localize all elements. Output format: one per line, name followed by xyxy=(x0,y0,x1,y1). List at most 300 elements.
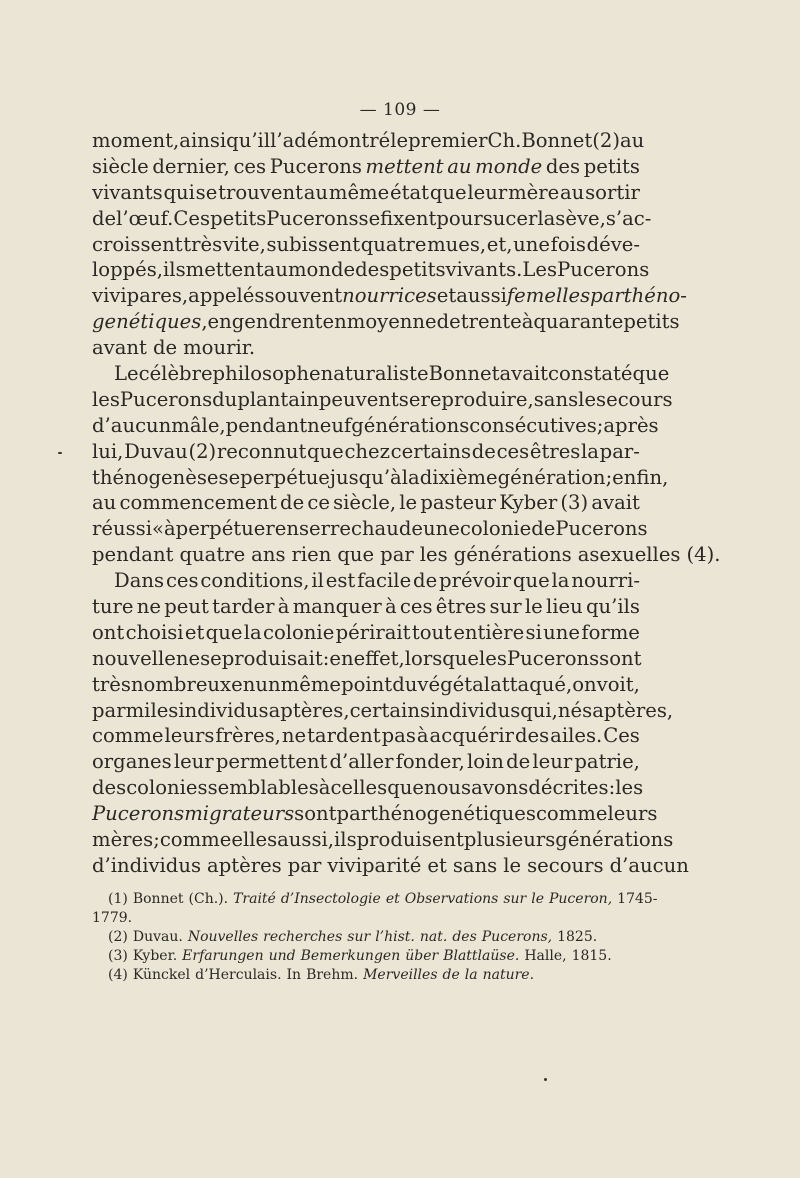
word: thénogenèse xyxy=(92,465,219,489)
word: à xyxy=(384,595,397,619)
word: au xyxy=(620,129,645,152)
word: nés xyxy=(557,698,593,722)
word: se xyxy=(218,465,241,489)
word: parmi xyxy=(92,698,151,722)
word: des xyxy=(452,929,477,945)
word: secours xyxy=(527,853,604,877)
word: mourir. xyxy=(183,336,256,360)
word: ainsi xyxy=(179,129,227,152)
word: des xyxy=(92,776,127,800)
word: aussi xyxy=(456,284,507,308)
word: il xyxy=(311,569,324,593)
word: permettent xyxy=(215,750,328,774)
word: quatre xyxy=(179,543,246,567)
word: colonie xyxy=(459,517,532,541)
word: chaude xyxy=(350,517,424,541)
word: recherches xyxy=(263,929,343,945)
word: Pucerons xyxy=(92,802,185,826)
text-line xyxy=(92,387,673,413)
word: démontré xyxy=(294,129,391,152)
print-speck xyxy=(544,1078,547,1081)
text-line xyxy=(92,283,687,309)
word: moyenne xyxy=(346,310,437,334)
print-speck xyxy=(58,452,62,454)
word: très xyxy=(92,672,131,696)
word: ; xyxy=(596,413,604,437)
word: (2) xyxy=(108,929,128,945)
word: même xyxy=(280,672,342,696)
text-line xyxy=(92,465,669,491)
word: trouvent xyxy=(218,180,303,204)
word: Blattlaüse. xyxy=(443,948,520,964)
word: engendrent xyxy=(207,310,323,334)
word: Traité xyxy=(233,891,276,907)
word: de xyxy=(471,439,496,463)
word: Pucerons xyxy=(266,206,359,230)
word: nature. xyxy=(482,967,535,983)
word: In xyxy=(286,967,302,983)
text-line xyxy=(92,594,640,620)
footnote-line xyxy=(108,947,640,966)
word: « xyxy=(151,517,164,541)
word: enfin, xyxy=(612,465,669,489)
word: générations xyxy=(453,543,572,567)
text-line xyxy=(92,749,640,775)
word: par- xyxy=(599,439,640,463)
word: entière xyxy=(453,620,525,644)
word: de xyxy=(152,336,178,360)
word: ans xyxy=(251,543,286,567)
word: perpétuer xyxy=(175,517,275,541)
word: au xyxy=(560,180,585,204)
word: une xyxy=(423,517,460,541)
word: que xyxy=(307,439,344,463)
word: est xyxy=(325,569,356,593)
word: qui xyxy=(163,180,195,204)
word: décrites xyxy=(528,776,609,800)
word: les xyxy=(150,698,179,722)
word: se xyxy=(195,180,218,204)
word: Halle, xyxy=(524,948,567,964)
word: le xyxy=(578,387,597,411)
word: qu’ils xyxy=(585,595,640,619)
word: reproduire, xyxy=(420,387,534,411)
word: monde xyxy=(287,258,356,282)
word: de xyxy=(413,569,438,593)
word: constaté xyxy=(548,362,633,386)
word: après xyxy=(603,413,659,437)
word: le xyxy=(531,891,544,907)
word: Pucerons, xyxy=(481,929,553,945)
word: elles xyxy=(231,828,278,852)
word: une xyxy=(543,620,581,644)
word: facile xyxy=(357,569,412,593)
word: migrateurs xyxy=(184,802,295,826)
word: ont xyxy=(92,620,125,644)
word: sont xyxy=(599,646,642,670)
word: certains xyxy=(349,698,430,722)
word: lui, xyxy=(92,439,124,463)
word: naturaliste xyxy=(320,362,429,386)
word: génération xyxy=(497,465,606,489)
word: s’ac- xyxy=(605,206,652,230)
word: ailes. xyxy=(550,724,603,748)
word: Künckel xyxy=(132,967,191,983)
word: mettent xyxy=(185,258,264,282)
word: mère xyxy=(508,180,560,204)
text-line xyxy=(92,516,648,542)
word: avant xyxy=(92,336,147,360)
word: état xyxy=(390,180,430,204)
word: et xyxy=(385,891,400,907)
text-line xyxy=(92,620,640,646)
word: über xyxy=(405,948,439,964)
word: Bonnet xyxy=(132,891,184,907)
word: et xyxy=(184,620,205,644)
word: mâle, xyxy=(171,413,226,437)
word: le xyxy=(399,491,418,515)
word: jusqu’à xyxy=(329,465,402,489)
word: qu’il xyxy=(226,129,271,152)
word: Pucerons xyxy=(119,387,213,411)
word: Pucerons xyxy=(269,154,362,178)
word: acquérir xyxy=(429,724,514,748)
word: und xyxy=(268,948,296,964)
word: (4). xyxy=(686,543,721,567)
text-line xyxy=(92,309,680,335)
word: périrait xyxy=(335,620,411,644)
word: vivipares, xyxy=(92,284,189,308)
word: (3) xyxy=(560,491,589,515)
word: trente xyxy=(460,310,522,334)
word: chez xyxy=(344,439,390,463)
word: nourri- xyxy=(571,569,640,593)
word: du xyxy=(212,387,238,411)
word: la xyxy=(243,620,262,644)
word: les xyxy=(615,776,644,800)
text-line xyxy=(92,542,721,568)
footnote-line xyxy=(108,890,658,909)
word: en xyxy=(329,646,354,670)
text-line xyxy=(92,490,640,516)
word: quatre xyxy=(360,232,427,256)
word: philosophe xyxy=(212,362,321,386)
word: vite, xyxy=(222,232,266,256)
word: prévoir xyxy=(439,569,512,593)
word: une xyxy=(513,232,550,256)
word: l’hist. xyxy=(375,929,415,945)
word: au xyxy=(92,491,117,515)
word: avait xyxy=(499,362,549,386)
word: on xyxy=(572,672,597,696)
word: comme xyxy=(535,802,608,826)
footnote-line xyxy=(108,928,640,947)
word: d’Herculais. xyxy=(195,967,282,983)
word: mettent xyxy=(365,154,444,178)
word: sur xyxy=(503,891,527,907)
word: commencement xyxy=(119,491,277,515)
word: la xyxy=(401,465,420,489)
word: leur xyxy=(467,180,508,204)
word: de xyxy=(280,491,305,515)
word: en xyxy=(274,517,299,541)
word: de xyxy=(531,517,556,541)
footnote-line xyxy=(108,966,640,985)
word: viviparité xyxy=(327,853,422,877)
word: générations xyxy=(555,828,674,852)
text-line xyxy=(92,801,658,827)
word: dernier, xyxy=(152,154,230,178)
text-line xyxy=(92,232,640,258)
word: sur xyxy=(489,595,522,619)
word: perpétue xyxy=(240,465,330,489)
word: fonder, xyxy=(395,750,465,774)
word: certains xyxy=(390,439,472,463)
word: Les xyxy=(522,258,558,282)
page-number: — 109 — xyxy=(359,100,441,120)
word: fixent xyxy=(380,206,437,230)
word: petits xyxy=(583,154,640,178)
word: manquer xyxy=(292,595,382,619)
word: à xyxy=(416,724,429,748)
text-line xyxy=(92,698,674,724)
word: vivants. xyxy=(445,258,523,282)
word: petits xyxy=(210,206,267,230)
word: asexuelles xyxy=(577,543,681,567)
word: monde xyxy=(475,154,543,178)
word: tarder xyxy=(212,595,275,619)
word: ne xyxy=(136,595,161,619)
word: pasteur xyxy=(420,491,497,515)
word: se xyxy=(200,646,222,670)
word: vivants xyxy=(92,180,163,204)
word: de xyxy=(92,206,117,230)
word: Merveilles xyxy=(363,967,438,983)
word: Le xyxy=(114,362,139,386)
text-line xyxy=(92,361,670,387)
word: Ch. xyxy=(487,129,522,152)
word: consécutives xyxy=(469,413,597,437)
word: l’a xyxy=(270,129,295,152)
word: les xyxy=(479,646,507,670)
word: la xyxy=(581,439,599,463)
word: (2) xyxy=(592,129,620,152)
word: d’Insectologie xyxy=(280,891,381,907)
word: Dans xyxy=(114,569,165,593)
word: d’aller xyxy=(329,750,394,774)
word: forme xyxy=(581,620,640,644)
text-line xyxy=(92,154,640,180)
text-line xyxy=(92,257,650,283)
word: moment, xyxy=(92,129,180,152)
word: effet, xyxy=(353,646,405,670)
word: appelés xyxy=(188,284,265,308)
word: mères xyxy=(92,828,154,852)
word: siècle, xyxy=(333,491,397,515)
word: Kyber. xyxy=(132,948,178,964)
word: dixième xyxy=(419,465,498,489)
word: par xyxy=(380,543,414,567)
text-line xyxy=(92,723,640,749)
word: Ces xyxy=(603,724,640,748)
word: des xyxy=(545,154,581,178)
word: de xyxy=(442,967,460,983)
word: ces xyxy=(496,439,530,463)
word: ils xyxy=(163,258,186,282)
word: le xyxy=(390,129,409,152)
word: Duvau xyxy=(124,439,188,463)
word: aussi, xyxy=(277,828,335,852)
word: leurs xyxy=(607,802,658,826)
word: Kyber xyxy=(499,491,558,515)
word: frères, xyxy=(215,724,281,748)
word: êtres xyxy=(435,595,487,619)
word: ils xyxy=(334,828,357,852)
word: serre xyxy=(298,517,351,541)
word: les xyxy=(419,543,448,567)
word: 1825. xyxy=(557,929,598,945)
word: Observations xyxy=(404,891,499,907)
word: un xyxy=(255,672,281,696)
word: que xyxy=(205,620,243,644)
main-text xyxy=(92,128,721,879)
word: leurs xyxy=(164,724,215,748)
word: ne xyxy=(281,724,307,748)
word: attaqué, xyxy=(490,672,573,696)
word: , xyxy=(201,310,208,334)
word: l’œuf. xyxy=(116,206,174,230)
word: mues, xyxy=(427,232,487,256)
word: ne xyxy=(175,646,201,670)
word: sève, xyxy=(555,206,606,230)
word: 1815. xyxy=(571,948,612,964)
word: par xyxy=(287,853,322,877)
word: croissent xyxy=(92,232,183,256)
word: nourrices xyxy=(342,284,437,308)
text-line xyxy=(92,827,674,853)
word: que xyxy=(387,776,424,800)
footnote-line xyxy=(92,909,640,928)
word: individus xyxy=(178,698,269,722)
word: sans xyxy=(452,853,498,877)
text-line xyxy=(92,439,640,465)
text-line xyxy=(92,853,689,879)
word: Brehm. xyxy=(306,967,359,983)
word: de xyxy=(506,750,531,774)
word: (3) xyxy=(108,948,128,964)
word: fois xyxy=(550,232,586,256)
word: générations xyxy=(351,413,470,437)
word: Ces xyxy=(173,206,211,230)
word: que xyxy=(632,362,670,386)
word: reconnut xyxy=(216,439,307,463)
text-line xyxy=(92,568,640,594)
word: Bonnet xyxy=(521,129,593,152)
word: que xyxy=(429,180,467,204)
word: pendant xyxy=(225,413,308,437)
word: au xyxy=(263,258,288,282)
word: du xyxy=(392,672,418,696)
word: ; xyxy=(153,828,160,852)
text-line xyxy=(92,672,640,698)
word: en xyxy=(322,310,347,334)
word: point xyxy=(341,672,393,696)
word: la xyxy=(551,569,570,593)
word: d’aucun xyxy=(609,853,689,877)
text-line xyxy=(92,128,645,154)
word: 1745- xyxy=(617,891,658,907)
word: des xyxy=(514,724,550,748)
word: 1779. xyxy=(92,910,133,926)
word: ; xyxy=(605,465,613,489)
word: plantain xyxy=(237,387,319,411)
word: au xyxy=(303,180,329,204)
word: leur xyxy=(173,750,214,774)
word: sans xyxy=(533,387,579,411)
word: et xyxy=(427,853,447,877)
word: la xyxy=(537,206,556,230)
word: neuf xyxy=(307,413,352,437)
word: d’aucun xyxy=(92,413,172,437)
word: aptères, xyxy=(268,698,350,722)
word: nat. xyxy=(419,929,448,945)
word: produisait xyxy=(221,646,323,670)
word: ce xyxy=(307,491,330,515)
word: au xyxy=(447,154,472,178)
word: (2) xyxy=(188,439,217,463)
word: nous xyxy=(423,776,472,800)
word: de xyxy=(436,310,461,334)
word: subissent xyxy=(266,232,361,256)
word: Duvau. xyxy=(132,929,183,945)
word: rien xyxy=(291,543,332,567)
word: avons xyxy=(471,776,529,800)
word: à xyxy=(318,776,331,800)
word: secours xyxy=(596,387,673,411)
word: Pucerons xyxy=(555,517,648,541)
word: la xyxy=(464,967,478,983)
word: végétal xyxy=(417,672,491,696)
word: (4) xyxy=(108,967,128,983)
word: qui, xyxy=(520,698,558,722)
word: déve- xyxy=(586,232,640,256)
word: des xyxy=(355,258,390,282)
word: : xyxy=(608,776,616,800)
word: sont xyxy=(294,802,337,826)
word: pas xyxy=(381,724,416,748)
word: produisent xyxy=(356,828,464,852)
word: patrie, xyxy=(574,750,640,774)
word: souvent xyxy=(264,284,343,308)
word: ture xyxy=(92,595,134,619)
word: femelles xyxy=(506,284,591,308)
word: aptères, xyxy=(592,698,674,722)
word: ces xyxy=(233,154,267,178)
word: se xyxy=(358,206,381,230)
text-line xyxy=(92,775,644,801)
word: tardent xyxy=(307,724,381,748)
word: : xyxy=(322,646,330,670)
text-line xyxy=(92,413,659,439)
word: parthénogenétiques xyxy=(336,802,536,826)
word: parthéno- xyxy=(590,284,687,308)
word: Puceron, xyxy=(549,891,613,907)
word: lorsque xyxy=(404,646,480,670)
word: à xyxy=(521,310,534,334)
word: aptères xyxy=(207,853,282,877)
word: quarante xyxy=(533,310,624,334)
word: très xyxy=(183,232,223,256)
